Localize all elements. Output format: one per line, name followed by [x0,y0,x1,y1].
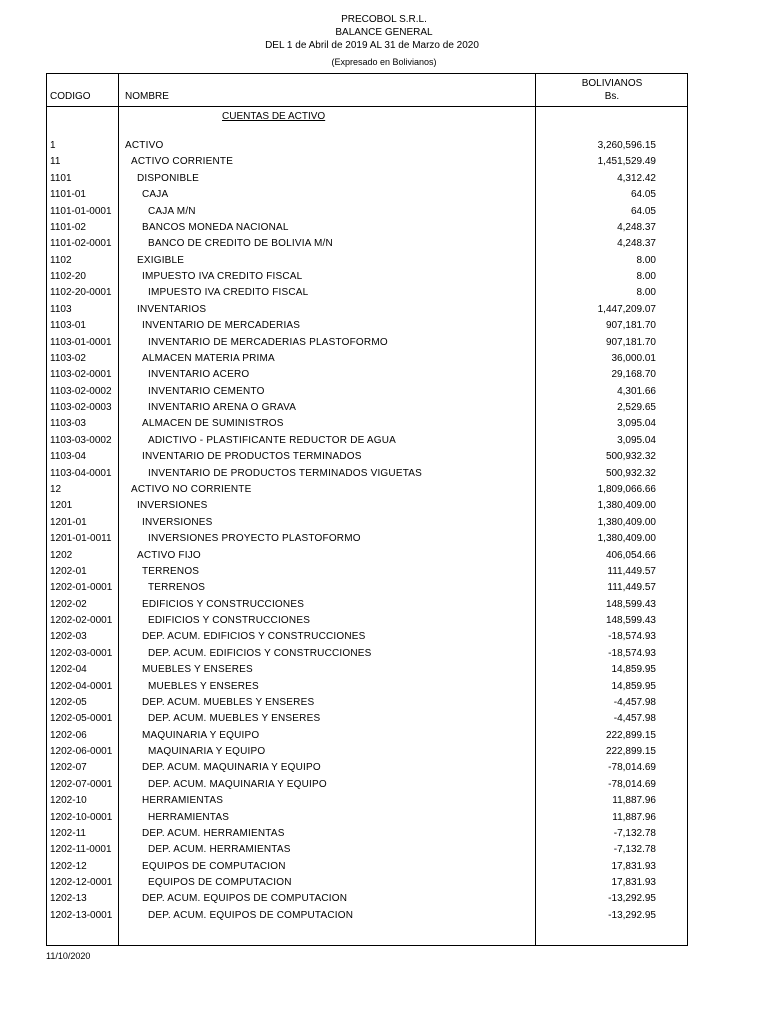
account-code: 1202-01-0001 [50,582,113,594]
account-amount: -78,014.69 [608,762,656,774]
table-row [46,271,688,287]
table-row [46,566,688,582]
account-name: INVENTARIO DE MERCADERIAS [142,320,301,332]
table-row [46,369,688,385]
account-amount: -18,574.93 [608,631,656,643]
account-amount: 1,447,209.07 [597,303,656,315]
account-code: 1103-01 [50,320,86,332]
account-amount: 3,095.04 [617,434,656,446]
table-row [46,844,688,860]
account-code: 1102-20 [50,271,86,283]
account-name: DEP. ACUM. EDIFICIOS Y CONSTRUCCIONES [148,647,372,659]
account-code: 1202-12-0001 [50,877,113,889]
table-row [46,517,688,533]
account-name: EQUIPOS DE COMPUTACION [142,860,286,872]
column-header-amount-unit: Bs. [604,91,620,102]
account-amount: 64.05 [630,205,656,217]
account-code: 1103-03-0002 [50,434,112,446]
table-row [46,484,688,500]
table-row [46,435,688,451]
account-code: 1101 [50,172,72,184]
table-row [46,304,688,320]
account-name: DEP. ACUM. EQUIPOS DE COMPUTACION [148,909,354,921]
account-name: INVENTARIO DE PRODUCTOS TERMINADOS [142,451,362,463]
table-row [46,320,688,336]
account-code: 1202-04 [50,664,87,676]
account-name: BANCO DE CREDITO DE BOLIVIA M/N [148,238,333,250]
account-code: 12 [50,483,62,495]
table-row [46,730,688,746]
account-amount: 8.00 [636,254,656,266]
table-row [46,795,688,811]
account-code: 1202 [50,549,73,561]
account-name: DEP. ACUM. MAQUINARIA Y EQUIPO [148,778,327,790]
account-amount: 14,859.95 [611,680,656,692]
account-name: INVENTARIO CEMENTO [148,385,265,397]
table-row [46,746,688,762]
account-code: 1202-02-0001 [50,615,113,627]
account-name: INVENTARIOS [137,303,207,315]
account-amount: 17,831.93 [611,877,656,889]
account-name: INVERSIONES [142,516,213,528]
account-name: CAJA [142,189,169,201]
account-amount: 500,932.32 [605,467,656,479]
account-name: EQUIPOS DE COMPUTACION [148,877,292,889]
account-code: 1103-03 [50,418,86,430]
table-row [46,779,688,795]
account-amount: 1,380,409.00 [597,500,656,512]
account-name: DEP. ACUM. HERRAMIENTAS [142,827,285,839]
account-amount: 222,899.15 [605,746,656,758]
account-name: EDIFICIOS Y CONSTRUCCIONES [142,598,305,610]
table-row [46,648,688,664]
account-code: 1103 [50,303,72,315]
account-name: DEP. ACUM. EDIFICIOS Y CONSTRUCCIONES [142,631,366,643]
account-amount: 111,449.57 [607,582,656,594]
account-name: CAJA M/N [148,205,196,217]
account-amount: 1,809,066.66 [597,483,656,495]
account-code: 1202-13-0001 [50,909,113,921]
account-code: 1201-01 [50,516,87,528]
account-amount: 4,301.66 [617,385,656,397]
account-code: 1103-04 [50,451,86,463]
account-code: 1102-20-0001 [50,287,112,299]
table-row [46,337,688,353]
account-code: 1202-11-0001 [50,844,112,856]
account-name: IMPUESTO IVA CREDITO FISCAL [142,271,303,283]
table-row [46,418,688,434]
table-row [46,615,688,631]
account-name: INVERSIONES PROYECTO PLASTOFORMO [148,533,361,545]
currency-note: (Expresado en Bolivianos) [331,57,437,67]
table-row [46,353,688,369]
account-name: HERRAMIENTAS [148,811,230,823]
account-amount: -13,292.95 [608,909,656,921]
account-name: ACTIVO [125,140,164,151]
account-name: EDIFICIOS Y CONSTRUCCIONES [148,615,311,627]
account-code: 1103-04-0001 [50,467,112,479]
section-title: CUENTAS DE ACTIVO [222,111,326,122]
account-name: DEP. ACUM. HERRAMIENTAS [148,844,291,856]
account-name: BANCOS MONEDA NACIONAL [142,221,289,233]
account-amount: -7,132.78 [613,827,656,839]
table-row [46,812,688,828]
account-amount: 1,380,409.00 [597,533,656,545]
table-row [46,451,688,467]
table-row [46,255,688,271]
table-row [46,402,688,418]
account-amount: 3,095.04 [617,418,656,430]
account-amount: 17,831.93 [611,860,656,872]
account-code: 1101-02-0001 [50,238,112,250]
account-code: 1101-01 [50,189,86,201]
account-amount: 907,181.70 [605,336,656,348]
account-name: INVENTARIO DE MERCADERIAS PLASTOFORMO [148,336,388,348]
account-code: 1101-01-0001 [50,205,112,217]
account-name: DISPONIBLE [137,172,200,184]
account-code: 1202-03 [50,631,87,643]
account-code: 1202-05-0001 [50,713,113,725]
account-name: ADICTIVO - PLASTIFICANTE REDUCTOR DE AGUA [148,434,397,446]
account-name: DEP. ACUM. MUEBLES Y ENSERES [142,696,315,708]
table-row [46,697,688,713]
account-name: TERRENOS [142,565,200,577]
account-name: DEP. ACUM. MUEBLES Y ENSERES [148,713,321,725]
account-amount: 148,599.43 [605,598,656,610]
account-name: DEP. ACUM. MAQUINARIA Y EQUIPO [142,762,321,774]
account-name: MUEBLES Y ENSERES [142,664,253,676]
account-code: 1202-11 [50,827,86,839]
account-amount: 11,887.96 [612,811,656,823]
table-row [46,500,688,516]
table-row [46,238,688,254]
account-amount: -78,014.69 [608,778,656,790]
table-row [46,156,688,172]
account-name: HERRAMIENTAS [142,795,224,807]
account-amount: 1,380,409.00 [597,516,656,528]
table-row [46,828,688,844]
account-code: 1202-04-0001 [50,680,113,692]
account-name: IMPUESTO IVA CREDITO FISCAL [148,287,309,299]
account-name: INVENTARIO ACERO [148,369,250,381]
account-name: INVERSIONES [137,500,208,512]
account-name: ACTIVO CORRIENTE [131,156,234,168]
account-code: 1103-01-0001 [50,336,112,348]
table-row [46,664,688,680]
account-amount: 111,449.57 [607,565,656,577]
header-divider [46,106,688,107]
table-row [46,173,688,189]
report-period: DEL 1 de Abril de 2019 AL 31 de Marzo de 2020 [265,40,479,51]
account-code: 1202-06 [50,729,87,741]
account-amount: 222,899.15 [605,729,656,741]
account-amount: 907,181.70 [605,320,656,332]
account-name: INVENTARIO DE PRODUCTOS TERMINADOS VIGUETAS [148,467,423,479]
report-title: BALANCE GENERAL [335,27,433,38]
account-amount: 8.00 [636,271,656,283]
account-code: 1201 [50,500,73,512]
account-amount: -18,574.93 [608,647,656,659]
account-name: MUEBLES Y ENSERES [148,680,259,692]
table-row [46,140,688,156]
column-header-amount-currency: BOLIVIANOS [581,78,643,89]
table-row [46,910,688,926]
account-code: 1202-13 [50,893,87,905]
account-amount: 4,312.42 [617,172,656,184]
account-code: 1102 [50,254,72,266]
account-code: 1202-02 [50,598,87,610]
account-amount: 36,000.01 [611,352,656,364]
account-amount: -4,457.98 [613,696,656,708]
account-amount: 14,859.95 [611,664,656,676]
column-header-code: CODIGO [50,91,91,102]
account-code: 1202-12 [50,860,87,872]
account-name: ACTIVO FIJO [137,549,201,561]
table-row [46,287,688,303]
account-amount: 2,529.65 [617,402,656,414]
table-row [46,582,688,598]
account-code: 11 [50,156,61,168]
account-amount: 1,451,529.49 [597,156,656,168]
account-name: ACTIVO NO CORRIENTE [131,483,252,495]
table-row [46,861,688,877]
account-code: 1103-02-0003 [50,402,112,414]
account-code: 1202-06-0001 [50,746,113,758]
table-row [46,189,688,205]
table-row [46,468,688,484]
account-code: 1101-02 [50,221,86,233]
account-amount: -4,457.98 [613,713,656,725]
account-amount: 29,168.70 [611,369,656,381]
account-code: 1202-10-0001 [50,811,113,823]
table-row [46,550,688,566]
account-code: 1202-03-0001 [50,647,113,659]
account-name: TERRENOS [148,582,206,594]
account-amount: -7,132.78 [613,844,656,856]
account-amount: 4,248.37 [617,221,656,233]
account-code: 1202-10 [50,795,87,807]
table-row [46,877,688,893]
table-row [46,599,688,615]
account-amount: 3,260,596.15 [597,140,656,151]
account-code: 1202-05 [50,696,87,708]
account-name: MAQUINARIA Y EQUIPO [148,746,266,758]
table-row [46,222,688,238]
column-header-name: NOMBRE [125,91,169,102]
table-row [46,631,688,647]
table-row [46,713,688,729]
account-code: 1103-02 [50,352,86,364]
account-name: ALMACEN DE SUMINISTROS [142,418,284,430]
account-code: 1202-07 [50,762,87,774]
account-name: EXIGIBLE [137,254,185,266]
account-code: 1202-07-0001 [50,778,113,790]
table-row [46,893,688,909]
account-amount: 64.05 [630,189,656,201]
print-date: 11/10/2020 [46,951,91,961]
account-amount: 500,932.32 [605,451,656,463]
account-name: DEP. ACUM. EQUIPOS DE COMPUTACION [142,893,348,905]
account-code: 1 [50,140,56,151]
account-code: 1103-02-0002 [50,385,112,397]
table-row [46,762,688,778]
account-amount: -13,292.95 [608,893,656,905]
table-row [46,681,688,697]
account-name: ALMACEN MATERIA PRIMA [142,352,275,364]
account-amount: 148,599.43 [605,615,656,627]
account-name: INVENTARIO ARENA O GRAVA [148,402,297,414]
table-row [46,206,688,222]
account-name: MAQUINARIA Y EQUIPO [142,729,260,741]
account-code: 1103-02-0001 [50,369,112,381]
account-amount: 8.00 [636,287,656,299]
table-row [46,386,688,402]
account-amount: 406,054.66 [605,549,656,561]
account-amount: 11,887.96 [612,795,656,807]
table-row [46,533,688,549]
account-code: 1201-01-0011 [50,533,112,545]
account-code: 1202-01 [50,565,87,577]
account-amount: 4,248.37 [617,238,656,250]
company-name: PRECOBOL S.R.L. [341,14,427,25]
